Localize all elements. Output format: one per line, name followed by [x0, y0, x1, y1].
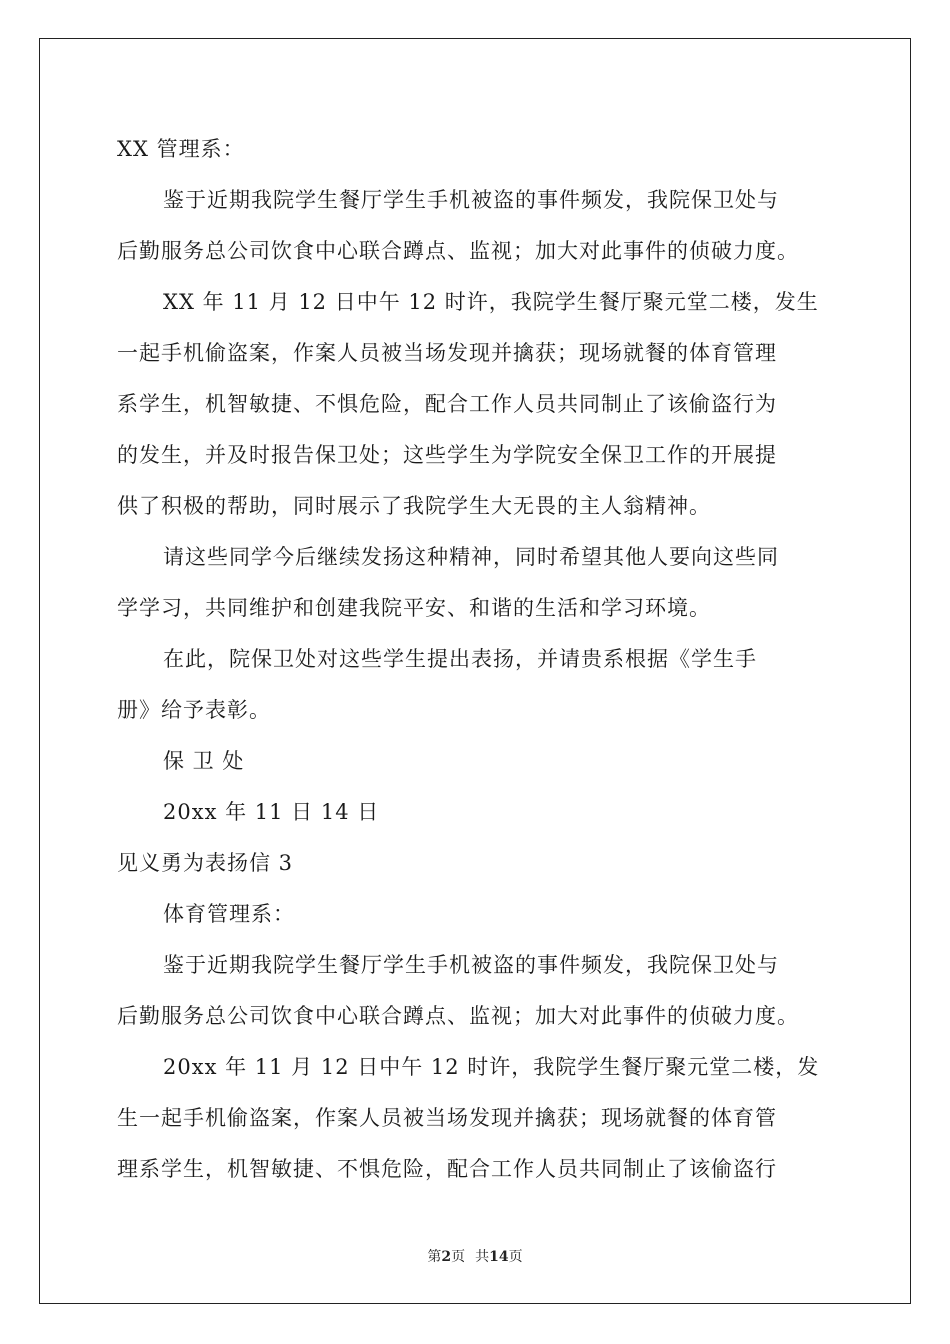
text-line: 的发生，并及时报告保卫处；这些学生为学院安全保卫工作的开展提 — [117, 443, 777, 467]
document-body — [117, 126, 837, 1197]
text-line: 学学习，共同维护和创建我院平安、和谐的生活和学习环境。 — [117, 596, 711, 620]
text-line: 请这些同学今后继续发扬这种精神，同时希望其他人要向这些同 — [163, 545, 779, 569]
signature-date: 20xx 年 11 日 14 日 — [163, 800, 380, 824]
page-prefix: 第 — [427, 1249, 442, 1265]
text-line: 一起手机偷盗案，作案人员被当场发现并擒获；现场就餐的体育管理 — [117, 341, 777, 365]
text-line: 在此，院保卫处对这些学生提出表扬，并请贵系根据《学生手 — [163, 647, 757, 671]
section-heading: 见义勇为表扬信 3 — [117, 851, 294, 875]
salutation: 体育管理系： — [163, 902, 295, 926]
text-line: XX 年 11 月 12 日中午 12 时许，我院学生餐厅聚元堂二楼，发生 — [163, 290, 819, 314]
total-pages: 14 — [489, 1249, 509, 1265]
text-line: 后勤服务总公司饮食中心联合蹲点、监视；加大对此事件的侦破力度。 — [117, 1004, 799, 1028]
text-line: XX 管理系： — [117, 137, 245, 161]
signature-department: 保 卫 处 — [163, 749, 245, 773]
text-line: 20xx 年 11 月 12 日中午 12 时许，我院学生餐厅聚元堂二楼，发 — [163, 1055, 820, 1079]
text-line: 后勤服务总公司饮食中心联合蹲点、监视；加大对此事件的侦破力度。 — [117, 239, 799, 263]
text-line: 生一起手机偷盗案，作案人员被当场发现并擒获；现场就餐的体育管 — [117, 1106, 777, 1130]
page-number: 2 — [441, 1249, 452, 1265]
total-suffix: 页 — [508, 1249, 523, 1265]
total-prefix: 共 — [475, 1249, 490, 1265]
text-line: 理系学生，机智敏捷、不惧危险，配合工作人员共同制止了该偷盗行 — [117, 1157, 777, 1181]
page-suffix: 页 — [451, 1249, 466, 1265]
text-line: 鉴于近期我院学生餐厅学生手机被盗的事件频发，我院保卫处与 — [163, 953, 779, 977]
text-line: 册》给予表彰。 — [117, 698, 271, 722]
text-line: 鉴于近期我院学生餐厅学生手机被盗的事件频发，我院保卫处与 — [163, 188, 779, 212]
text-line: 系学生，机智敏捷、不惧危险，配合工作人员共同制止了该偷盗行为 — [117, 392, 777, 416]
text-line: 供了积极的帮助，同时展示了我院学生大无畏的主人翁精神。 — [117, 494, 711, 518]
page-footer — [0, 1246, 950, 1266]
